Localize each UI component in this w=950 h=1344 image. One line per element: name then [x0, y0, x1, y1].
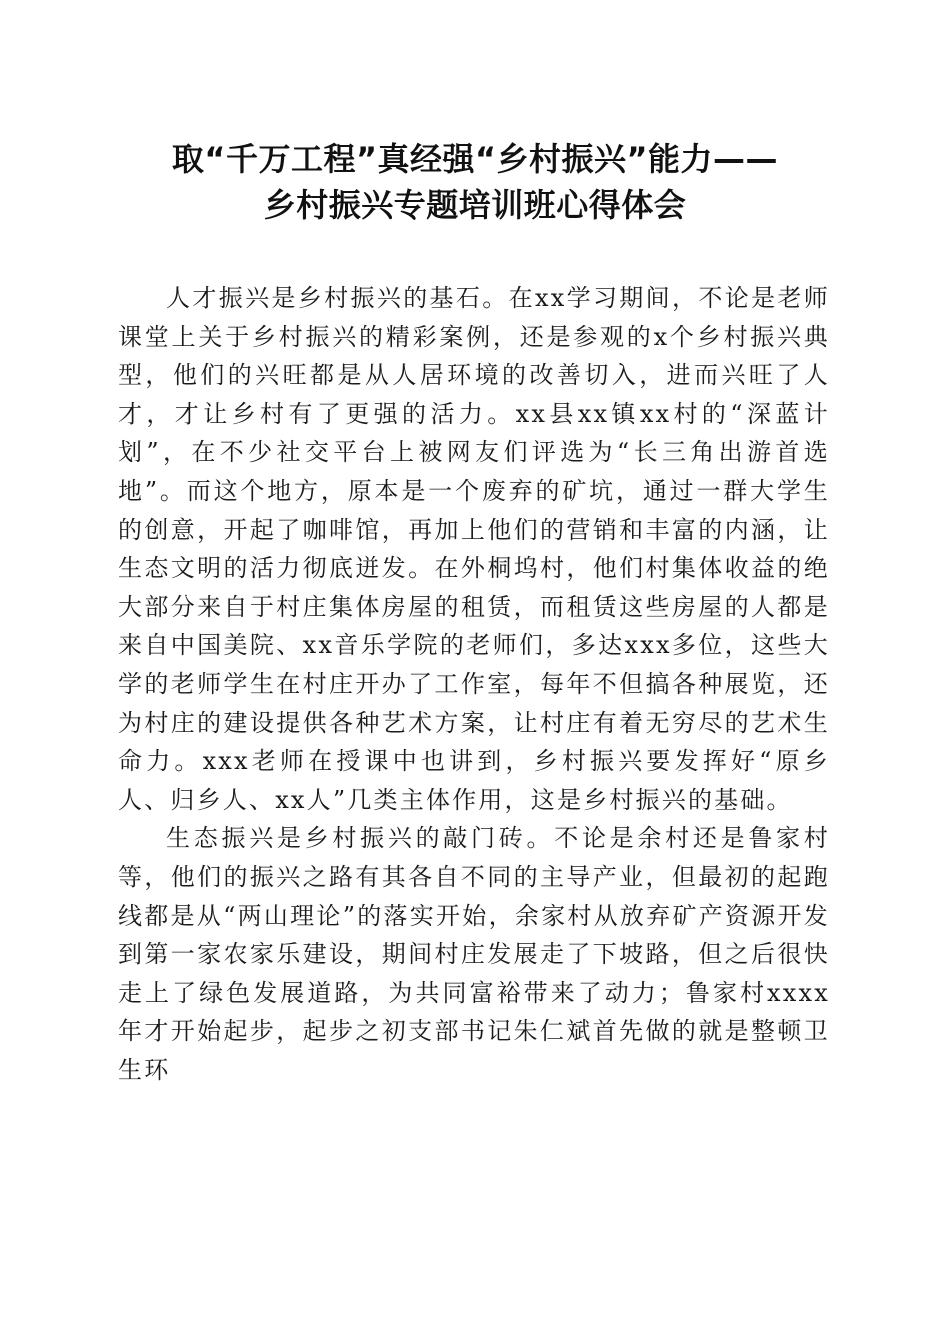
paragraph-talent-revitalization: 人才振兴是乡村振兴的基石。在xx学习期间，不论是老师课堂上关于乡村振兴的精彩案例，还是参观的x个乡村振兴典型，他们的兴旺都是从人居环境的改善切入，进而兴旺了人才，才让乡村有了更强的活力。xx县xx镇xx村的“深蓝计划”，在不少社交平台上被网友们评选为“长三角出游首选地”。而这个地方，原本是一个废弃的矿坑，通过一群大学生的创意，开起了咖啡馆，再加上他们的营销和丰富的内涵，让生态文明的活力彻底迸发。在外桐坞村，他们村集体收益的绝大部分来自于村庄集体房屋的租赁，而租赁这些房屋的人都是来自中国美院、xx音乐学院的老师们，多达xxx多位，这些大学的老师学生在村庄开办了工作室，每年不但搞各种展览，还为村庄的建设提供各种艺术方案，让村庄有着无穷尽的艺术生命力。xxx老师在授课中也讲到，乡村振兴要发挥好“原乡人、归乡人、xx人”几类主体作用，这是乡村振兴的基础。 — [118, 284, 830, 814]
paragraph-ecological-revitalization: 生态振兴是乡村振兴的敲门砖。不论是余村还是鲁家村等，他们的振兴之路有其各自不同的主导产业，但最初的起跑线都是从“两山理论”的落实开始，余家村从放弃矿产资源开发到第一家农家乐建设，期间村庄发展走了下坡路，但之后很快走上了绿色发展道路，为共同富裕带来了动力；鲁家村xxxx年才开始起步，起步之初支部书记朱仁斌首先做的就是整顿卫生环 — [118, 824, 830, 1084]
document-title — [100, 136, 850, 228]
title-line-2: 乡村振兴专题培训班心得体会 — [263, 186, 687, 224]
document-body — [118, 279, 830, 1089]
title-line-1: 取“千万工程”真经强“乡村振兴”能力—— — [171, 140, 779, 178]
